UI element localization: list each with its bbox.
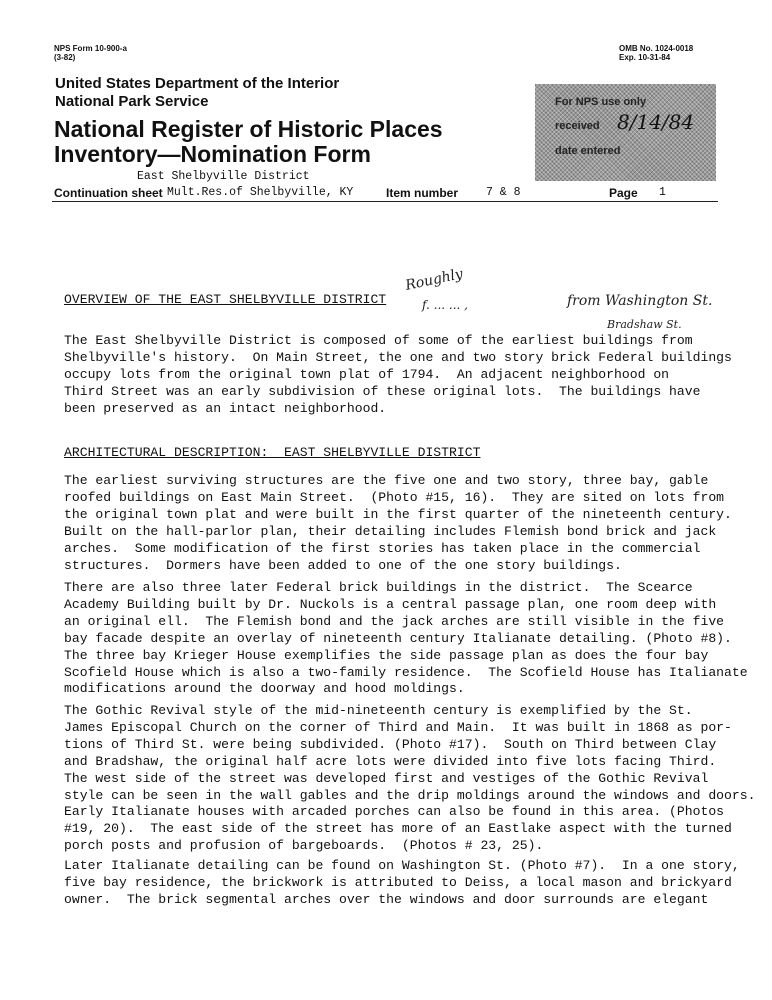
paragraph-federal-buildings — [64, 580, 748, 698]
item-number-value: 7 & 8 — [486, 186, 521, 199]
text-line: porch posts and profusion of bargeboards. (Photos # 23, 25). — [64, 838, 544, 854]
paragraph-gothic-revival — [64, 703, 755, 855]
text-line: modifications around the doorway and hood moldings. — [64, 681, 465, 697]
handwritten-bradshaw-note: Bradshaw St. — [607, 318, 682, 331]
text-line: structures. Dormers have been added to one of the one story buildings. — [64, 557, 622, 573]
omb-number: OMB No. 1024-0018 — [619, 44, 694, 53]
handwritten-fragment: f. ... ... , — [422, 298, 468, 312]
paragraph-earliest-structures — [64, 473, 732, 574]
text-line: Academy Building built by Dr. Nuckols is a central passage plan, one room deep with — [64, 596, 717, 612]
text-line: occupy lots from the original town plat of 1794. An adjacent neighborhood on — [64, 366, 670, 382]
text-line: been preserved as an intact neighborhood. — [64, 400, 387, 416]
handwritten-roughly: Roughly — [403, 266, 465, 294]
form-title-line1: National Register of Historic Places — [54, 116, 443, 142]
nps-use-only-box — [535, 84, 716, 181]
continuation-divider — [52, 201, 718, 202]
text-line: Later Italianate detailing can be found on Washington St. (Photo #7). In a one story, — [64, 858, 740, 873]
text-line: Built on the hall-parlor plan, their detailing includes Flemish bond brick and jack — [64, 523, 717, 539]
department-name: United States Department of the Interior — [55, 75, 340, 92]
page-value: 1 — [659, 186, 666, 199]
form-date: (3-82) — [54, 53, 76, 62]
text-line: Third Street was an early subdivision of these original lots. The buildings have — [64, 383, 701, 399]
paragraph-later-italianate — [64, 858, 740, 909]
nps-use-only-label: For NPS use only — [555, 96, 647, 108]
text-line: The west side of the street was developed first and vestiges of the Gothic Revival — [64, 770, 709, 786]
text-line: roofed buildings on East Main Street. (Photo #15, 16). They are sited on lots from — [64, 489, 725, 505]
text-line: bay facade despite an overlay of nineteenth century Italianate detailing. (Photo #8). — [64, 630, 732, 646]
text-line: There are also three later Federal brick buildings in the district. The Scearce — [64, 580, 693, 595]
text-line: an original ell. The Flemish bond and the jack arches are still visible in the five — [64, 613, 725, 629]
text-line: James Episcopal Church on the corner of Third and Main. It was built in 1868 as por- — [64, 719, 732, 735]
text-line: style can be seen in the wall gables and the drip moldings around the windows and doors. — [64, 787, 756, 803]
architectural-description-heading: ARCHITECTURAL DESCRIPTION: EAST SHELBYVILLE DISTRICT — [64, 445, 481, 460]
overview-heading: OVERVIEW OF THE EAST SHELBYVILLE DISTRICT — [64, 292, 387, 307]
service-name: National Park Service — [55, 93, 209, 110]
text-line: the original town plat and were built in the first quarter of the nineteenth century. — [64, 506, 732, 522]
text-line: The East Shelbyville District is composed of some of the earliest buildings from — [64, 333, 693, 348]
text-line: and Bradshaw, the original half acre lots were divided into five lots facing Third. — [64, 753, 717, 769]
district-name: East Shelbyville District — [137, 170, 310, 183]
text-line: Early Italianate houses with arcaded porches can also be found in this area. (Photos — [64, 804, 725, 820]
text-line: The three bay Krieger House exemplifies the side passage plan as does the four bay — [64, 647, 709, 663]
date-entered-label: date entered — [555, 145, 621, 157]
text-line: owner. The brick segmental arches over the windows and door surrounds are elegant — [64, 891, 709, 907]
form-number: NPS Form 10-900-a — [54, 44, 127, 53]
overview-paragraph — [64, 333, 732, 418]
text-line: The Gothic Revival style of the mid-nineteenth century is exemplified by the St. — [64, 703, 693, 718]
text-line: The earliest surviving structures are the five one and two story, three bay, gable — [64, 473, 709, 488]
handwritten-street-note: from Washington St. — [567, 293, 713, 309]
form-title-line2: Inventory—Nomination Form — [54, 141, 371, 167]
text-line: #19, 20). The east side of the street has more of an Eastlake aspect with the turned — [64, 821, 732, 837]
text-line: tions of Third St. were being subdivided. (Photo #17). South on Third between Clay — [64, 736, 717, 752]
text-line: five bay residence, the brickwork is attributed to Deiss, a local mason and brickyard — [64, 874, 732, 890]
text-line: Scofield House which is also a two-family residence. The Scofield House has Italianate — [64, 664, 748, 680]
item-number-label: Item number — [386, 186, 459, 200]
page-label: Page — [609, 186, 638, 200]
received-label: received — [555, 120, 600, 132]
received-date: 8/14/84 — [617, 110, 695, 134]
form-expiration: Exp. 10-31-84 — [619, 53, 671, 62]
continuation-sheet-value: Mult.Res.of Shelbyville, KY — [167, 186, 354, 199]
text-line: Shelbyville's history. On Main Street, the one and two story brick Federal buildings — [64, 349, 732, 365]
continuation-sheet-label: Continuation sheet — [54, 186, 163, 200]
text-line: arches. Some modification of the first stories has taken place in the commercial — [64, 540, 701, 556]
